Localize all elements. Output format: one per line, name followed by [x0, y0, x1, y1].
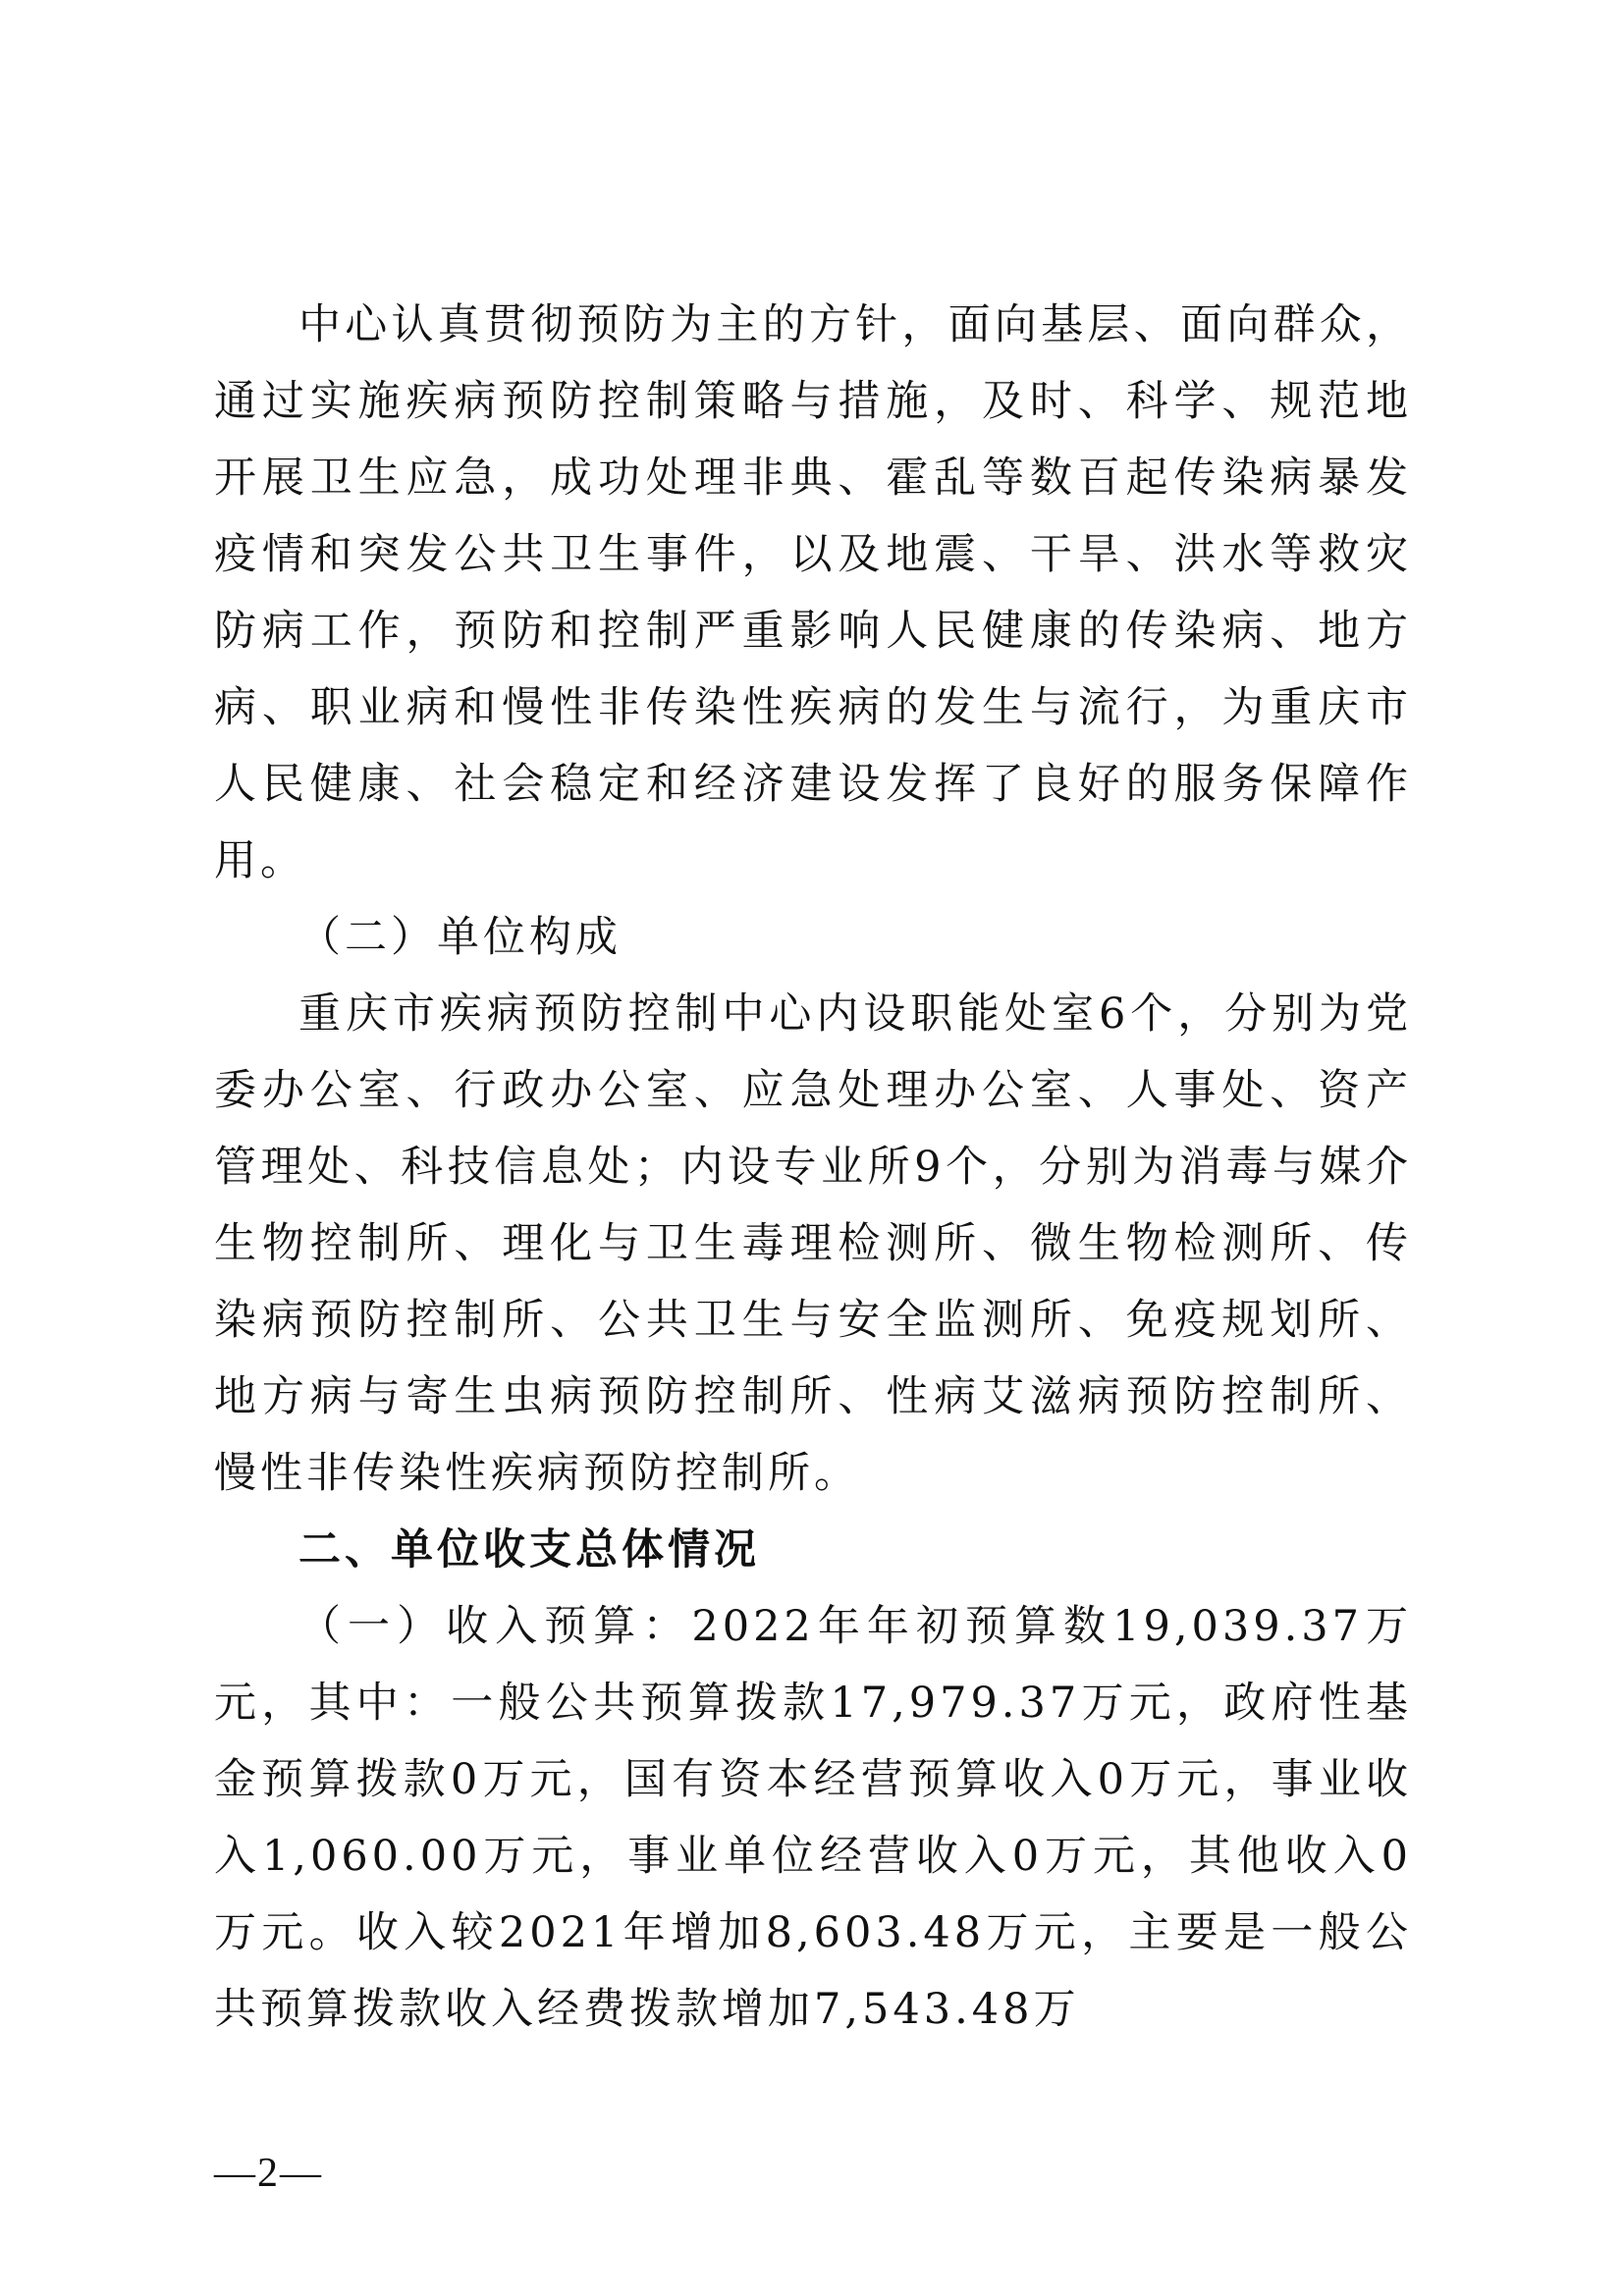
document-body: [214, 287, 1412, 2048]
paragraph-income-budget: （一）收入预算：2022年年初预算数19,039.37万元，其中：一般公共预算拨款17,979.37万元，政府性基金预算拨款0万元，国有资本经营预算收入0万元，事业收入1,060.00万元，事业单位经营收入0万元，其他收入0万元。收入较2021年增加8,603.48万元，主要是一般公共预算拨款收入经费拨款增加7,543.48万: [214, 1602, 1412, 2034]
paragraph-center-mission: 中心认真贯彻预防为主的方针，面向基层、面向群众，通过实施疾病预防控制策略与措施，及时、科学、规范地开展卫生应急，成功处理非典、霍乱等数百起传染病暴发疫情和突发公共卫生事件，以及地震、干旱、洪水等救灾防病工作，预防和控制严重影响人民健康的传染病、地方病、职业病和慢性非传染性疾病的发生与流行，为重庆市人民健康、社会稳定和经济建设发挥了良好的服务保障作用。: [214, 300, 1412, 885]
section-heading-unit-composition: （二）单位构成: [298, 913, 622, 962]
paragraph-unit-composition: 重庆市疾病预防控制中心内设职能处室6个，分别为党委办公室、行政办公室、应急处理办公室、人事处、资产管理处、科技信息处；内设专业所9个，分别为消毒与媒介生物控制所、理化与卫生毒理检测所、微生物检测所、传染病预防控制所、公共卫生与安全监测所、免疫规划所、地方病与寄生虫病预防控制所、性病艾滋病预防控制所、慢性非传染性疾病预防控制所。: [214, 989, 1412, 1498]
page-number: —2—: [214, 2151, 323, 2196]
section-heading-income-expenditure: 二、单位收支总体情况: [298, 1525, 760, 1575]
